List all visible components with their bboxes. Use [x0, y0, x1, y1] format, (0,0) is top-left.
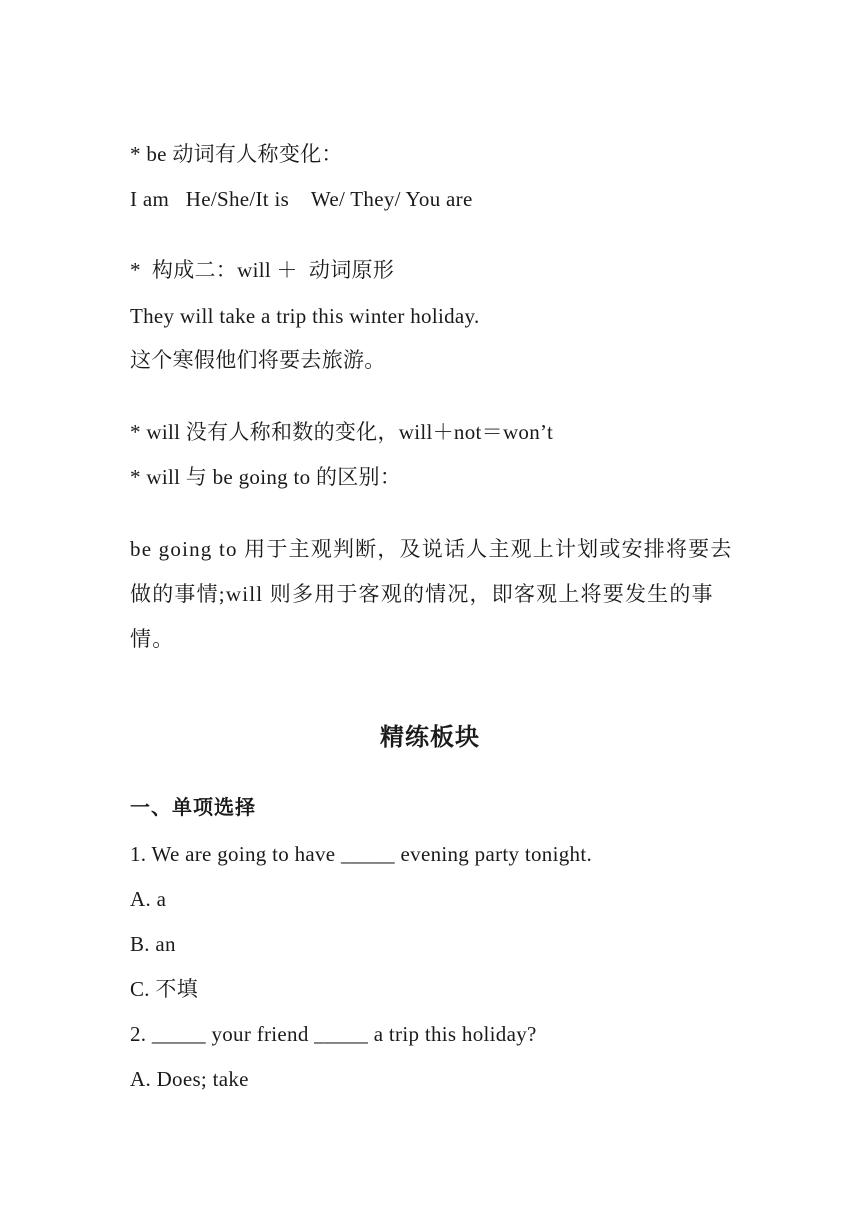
be-change-examples: I am He/She/It is We/ They/ You are — [130, 187, 473, 211]
question-1-stem: 1. We are going to have _____ evening party tonight. — [130, 842, 593, 866]
difference-paragraph: be going to 用于主观判断，及说话人主观上计划或安排将要去做的事情;will 则多用于客观的情况，即客观上将要发生的事情。 — [130, 537, 733, 651]
will-vs-going-line: * will 与 be going to 的区别： — [130, 465, 402, 489]
example-sentence-zh: 这个寒假他们将要去旅游。 — [130, 348, 386, 372]
question-1-option-a: A. a — [130, 887, 167, 911]
example-sentence-en: They will take a trip this winter holiday. — [130, 304, 480, 328]
question-1-option-b: B. an — [130, 932, 176, 956]
section-title: 精练板块 — [380, 723, 480, 751]
question-1-option-c: C. 不填 — [130, 977, 199, 1001]
question-2-option-a: A. Does; take — [130, 1067, 249, 1091]
part-title: 一、单项选择 — [130, 795, 256, 819]
question-2-stem: 2. _____ your friend _____ a trip this holiday? — [130, 1022, 537, 1046]
be-change-title: * be 动词有人称变化： — [130, 142, 343, 166]
structure-two-line: * 构成二：will ＋ 动词原形 — [130, 258, 395, 282]
will-no-change-line: * will 没有人称和数的变化，will＋not＝won’t — [130, 420, 554, 444]
